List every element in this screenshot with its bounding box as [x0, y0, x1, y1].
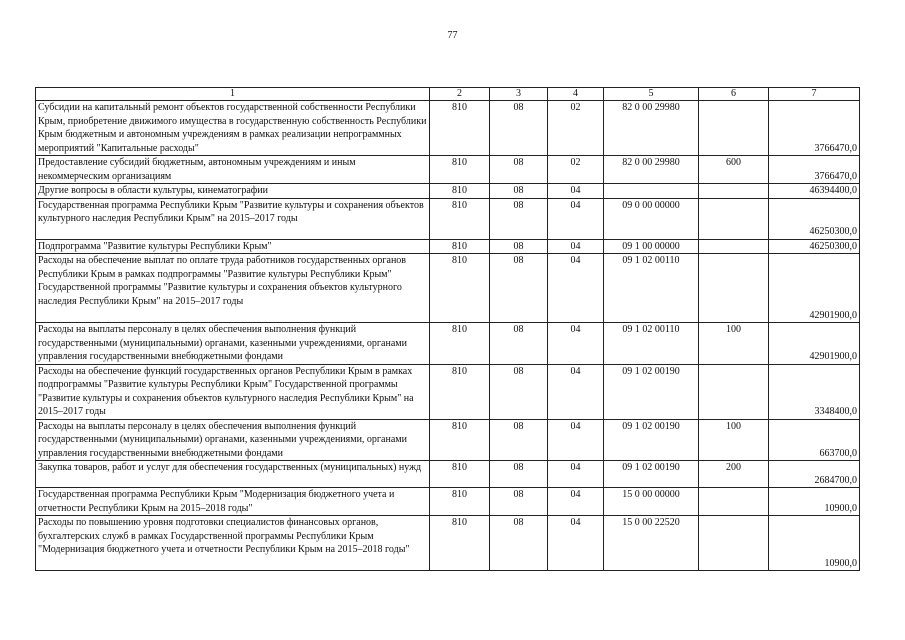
expense-type-code: 100 [699, 419, 769, 461]
amount: 663700,0 [769, 419, 860, 461]
column-header-5: 5 [604, 88, 699, 101]
item-name: Государственная программа Республики Крым "Модернизация бюджетного учета и отчетности Республики Крым на 2015–2018 годы" [36, 488, 430, 516]
subsection-code: 04 [548, 323, 604, 365]
target-article-code: 09 1 02 00110 [604, 254, 699, 323]
section-code: 08 [490, 364, 548, 419]
ministry-code: 810 [430, 101, 490, 156]
section-code: 08 [490, 516, 548, 571]
column-header-2: 2 [430, 88, 490, 101]
subsection-code: 02 [548, 156, 604, 184]
expense-type-code [699, 184, 769, 199]
expense-type-code [699, 198, 769, 239]
expense-type-code: 600 [699, 156, 769, 184]
amount: 10900,0 [769, 516, 860, 571]
ministry-code: 810 [430, 419, 490, 461]
section-code: 08 [490, 323, 548, 365]
expense-type-code [699, 364, 769, 419]
item-name: Предоставление субсидий бюджетным, автономным учреждениям и иным некоммерческим организациям [36, 156, 430, 184]
ministry-code: 810 [430, 198, 490, 239]
ministry-code: 810 [430, 461, 490, 488]
expense-type-code [699, 254, 769, 323]
ministry-code: 810 [430, 239, 490, 254]
item-name: Расходы на обеспечение выплат по оплате труда работников государственных органов Республики Крым в рамках подпрограммы "Развитие культуры Республики Крым" Государственной программы "Развитие культуры и сохранения объектов культурного наследия Республики Крым" на 2015–2017 годы [36, 254, 430, 323]
item-name: Расходы по повышению уровня подготовки специалистов финансовых органов, бухгалтерских служб в рамках Государственной программы Республики Крым "Модернизация бюджетного учета и отчетности Республики Крым на 2015–2018 годы" [36, 516, 430, 571]
table-row [36, 101, 860, 156]
header-row [36, 88, 860, 101]
column-header-7: 7 [769, 88, 860, 101]
item-name: Государственная программа Республики Крым "Развитие культуры и сохранения объектов культурного наследия Республики Крым" на 2015–2017 годы [36, 198, 430, 239]
subsection-code: 02 [548, 101, 604, 156]
subsection-code: 04 [548, 184, 604, 199]
column-header-3: 3 [490, 88, 548, 101]
amount: 2684700,0 [769, 461, 860, 488]
subsection-code: 04 [548, 419, 604, 461]
amount: 3348400,0 [769, 364, 860, 419]
table-row [36, 323, 860, 365]
section-code: 08 [490, 461, 548, 488]
expense-type-code [699, 239, 769, 254]
subsection-code: 04 [548, 364, 604, 419]
item-name: Другие вопросы в области культуры, кинематографии [36, 184, 430, 199]
ministry-code: 810 [430, 156, 490, 184]
section-code: 08 [490, 239, 548, 254]
budget-table [35, 87, 860, 571]
section-code: 08 [490, 254, 548, 323]
expense-type-code [699, 488, 769, 516]
table-row [36, 156, 860, 184]
ministry-code: 810 [430, 184, 490, 199]
target-article-code: 15 0 00 22520 [604, 516, 699, 571]
amount: 3766470,0 [769, 156, 860, 184]
section-code: 08 [490, 419, 548, 461]
table-row [36, 364, 860, 419]
column-header-1: 1 [36, 88, 430, 101]
table-row [36, 461, 860, 488]
amount: 42901900,0 [769, 323, 860, 365]
table-row [36, 419, 860, 461]
table-row [36, 239, 860, 254]
item-name: Расходы на выплаты персоналу в целях обеспечения выполнения функций государственными (муниципальными) органами, казенными учреждениями, органами управления государственными внебюджетными фондами [36, 323, 430, 365]
subsection-code: 04 [548, 488, 604, 516]
subsection-code: 04 [548, 461, 604, 488]
expense-type-code [699, 516, 769, 571]
ministry-code: 810 [430, 364, 490, 419]
target-article-code: 82 0 00 29980 [604, 101, 699, 156]
target-article-code: 09 1 02 00190 [604, 364, 699, 419]
ministry-code: 810 [430, 516, 490, 571]
subsection-code: 04 [548, 254, 604, 323]
target-article-code: 09 1 02 00190 [604, 419, 699, 461]
ministry-code: 810 [430, 323, 490, 365]
subsection-code: 04 [548, 516, 604, 571]
section-code: 08 [490, 488, 548, 516]
target-article-code: 09 1 02 00190 [604, 461, 699, 488]
expense-type-code: 100 [699, 323, 769, 365]
table-row [36, 516, 860, 571]
amount: 42901900,0 [769, 254, 860, 323]
section-code: 08 [490, 101, 548, 156]
subsection-code: 04 [548, 198, 604, 239]
target-article-code: 82 0 00 29980 [604, 156, 699, 184]
section-code: 08 [490, 198, 548, 239]
table-row [36, 198, 860, 239]
amount: 46394400,0 [769, 184, 860, 199]
ministry-code: 810 [430, 488, 490, 516]
target-article-code: 09 1 02 00110 [604, 323, 699, 365]
subsection-code: 04 [548, 239, 604, 254]
table-row [36, 254, 860, 323]
amount: 3766470,0 [769, 101, 860, 156]
section-code: 08 [490, 156, 548, 184]
column-header-6: 6 [699, 88, 769, 101]
item-name: Подпрограмма "Развитие культуры Республики Крым" [36, 239, 430, 254]
amount: 46250300,0 [769, 198, 860, 239]
item-name: Расходы на выплаты персоналу в целях обеспечения выполнения функций государственными (муниципальными) органами, казенными учреждениями, органами управления государственными внебюджетными фондами [36, 419, 430, 461]
table-row [36, 488, 860, 516]
ministry-code: 810 [430, 254, 490, 323]
target-article-code: 09 0 00 00000 [604, 198, 699, 239]
target-article-code: 09 1 00 00000 [604, 239, 699, 254]
item-name: Расходы на обеспечение функций государственных органов Республики Крым в рамках подпрограммы "Развитие культуры Республики Крым" Государственной программы "Развитие культуры и сохранения объектов культурного наследия Республики Крым" на 2015–2017 годы [36, 364, 430, 419]
target-article-code: 15 0 00 00000 [604, 488, 699, 516]
target-article-code [604, 184, 699, 199]
page-number: 77 [447, 30, 458, 41]
column-header-4: 4 [548, 88, 604, 101]
amount: 10900,0 [769, 488, 860, 516]
expense-type-code [699, 101, 769, 156]
amount: 46250300,0 [769, 239, 860, 254]
item-name: Закупка товаров, работ и услуг для обеспечения государственных (муниципальных) нужд [36, 461, 430, 488]
item-name: Субсидии на капитальный ремонт объектов государственной собственности Республики Крым, приобретение движимого имущества в государственную собственность Республики Крым бюджетным и автономным учреждениям в рамках реализации непрограммных мероприятий "Капитальные расходы" [36, 101, 430, 156]
section-code: 08 [490, 184, 548, 199]
table-row [36, 184, 860, 199]
expense-type-code: 200 [699, 461, 769, 488]
